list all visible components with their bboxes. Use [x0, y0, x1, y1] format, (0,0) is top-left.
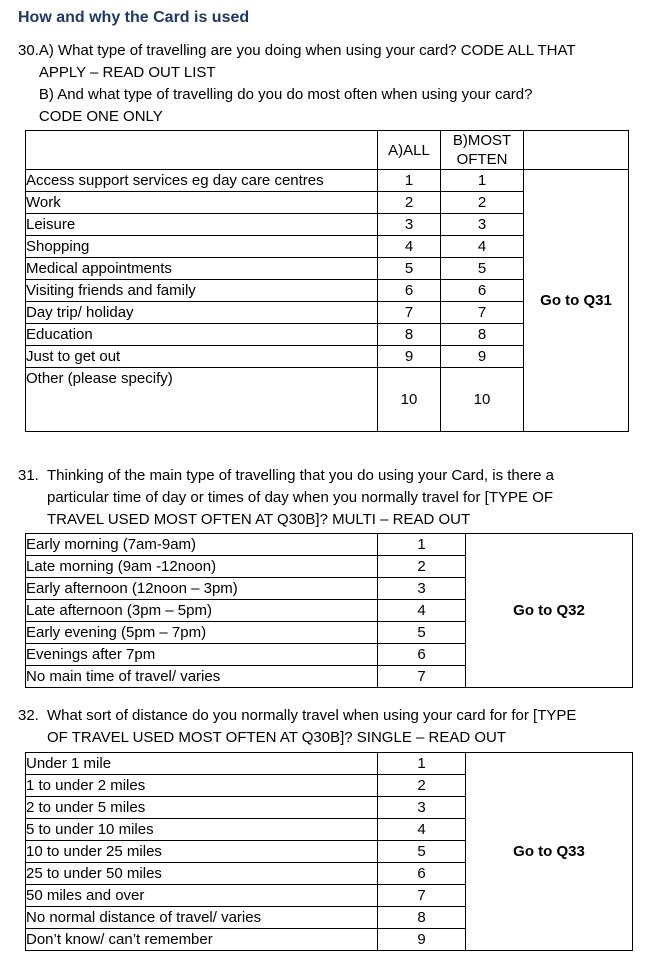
option-label: Day trip/ holiday: [26, 302, 378, 324]
code-most: 5: [441, 258, 524, 280]
goto-q33-cell: Go to Q33: [466, 753, 633, 951]
question-text-line: TRAVEL USED MOST OFTEN AT Q30B]? MULTI – READ OUT: [47, 511, 471, 528]
table-row: [26, 753, 633, 775]
option-label: 50 miles and over: [26, 885, 378, 907]
option-label: Just to get out: [26, 346, 378, 368]
option-label: 25 to under 50 miles: [26, 863, 378, 885]
code-all: 2: [378, 192, 441, 214]
question-text-line: B) And what type of travelling do you do most often when using your card?: [38, 86, 533, 103]
question-32-text: [47, 705, 637, 749]
code-cell: 4: [378, 819, 466, 841]
question-32: [18, 705, 637, 749]
question-31-text: [47, 465, 637, 531]
option-label: Evenings after 7pm: [26, 644, 378, 666]
question-31: [18, 465, 637, 531]
code-cell: 2: [378, 556, 466, 578]
option-label: 2 to under 5 miles: [26, 797, 378, 819]
option-label: Early evening (5pm – 7pm): [26, 622, 378, 644]
code-cell: 4: [378, 600, 466, 622]
option-label: Shopping: [26, 236, 378, 258]
question-text-line: What sort of distance do you normally travel when using your card for for [TYPE: [47, 707, 577, 724]
column-header-all: A)ALL: [378, 131, 441, 170]
code-all: 1: [378, 170, 441, 192]
empty-header-cell: [524, 131, 629, 170]
option-label: Visiting friends and family: [26, 280, 378, 302]
option-label: Leisure: [26, 214, 378, 236]
code-cell: 1: [378, 753, 466, 775]
code-cell: 9: [378, 929, 466, 951]
option-label: Work: [26, 192, 378, 214]
column-header-most-often: B)MOST OFTEN: [441, 131, 524, 170]
question-text-line: particular time of day or times of day when you normally travel for [TYPE OF: [47, 489, 554, 506]
code-all: 4: [378, 236, 441, 258]
code-most: 10: [441, 368, 524, 432]
code-most: 1: [441, 170, 524, 192]
question-text-line: A) What type of travelling are you doing when using your card? CODE ALL THAT: [38, 42, 576, 59]
code-all: 8: [378, 324, 441, 346]
question-31-number: 31.: [18, 467, 39, 484]
code-most: 4: [441, 236, 524, 258]
table-row: [26, 534, 633, 556]
code-all: 5: [378, 258, 441, 280]
question-30: [18, 40, 637, 128]
code-cell: 6: [378, 863, 466, 885]
code-most: 2: [441, 192, 524, 214]
code-all: 7: [378, 302, 441, 324]
code-cell: 5: [378, 622, 466, 644]
option-label: Access support services eg day care centres: [26, 170, 378, 192]
code-cell: 1: [378, 534, 466, 556]
code-most: 3: [441, 214, 524, 236]
table-header-row: [26, 131, 629, 170]
code-most: 8: [441, 324, 524, 346]
code-all: 9: [378, 346, 441, 368]
code-cell: 7: [378, 885, 466, 907]
table-row: [26, 170, 629, 192]
empty-header-cell: [26, 131, 378, 170]
section-heading: How and why the Card is used: [18, 9, 250, 26]
question-30-text: [39, 40, 637, 128]
code-cell: 7: [378, 666, 466, 688]
option-label: Under 1 mile: [26, 753, 378, 775]
option-label: Medical appointments: [26, 258, 378, 280]
option-label: Don’t know/ can’t remember: [26, 929, 378, 951]
code-cell: 5: [378, 841, 466, 863]
option-label: Early morning (7am-9am): [26, 534, 378, 556]
question-text-line: CODE ONE ONLY: [38, 108, 163, 125]
code-most: 7: [441, 302, 524, 324]
option-label: Early afternoon (12noon – 3pm): [26, 578, 378, 600]
option-label: Education: [26, 324, 378, 346]
code-all: 10: [378, 368, 441, 432]
option-label: Late afternoon (3pm – 5pm): [26, 600, 378, 622]
question-text-line: Thinking of the main type of travelling that you do using your Card, is there a: [47, 467, 554, 484]
option-label: 1 to under 2 miles: [26, 775, 378, 797]
q30-options-table: [25, 130, 629, 432]
option-label: No main time of travel/ varies: [26, 666, 378, 688]
code-most: 9: [441, 346, 524, 368]
code-cell: 8: [378, 907, 466, 929]
option-label: 10 to under 25 miles: [26, 841, 378, 863]
option-label: No normal distance of travel/ varies: [26, 907, 378, 929]
code-most: 6: [441, 280, 524, 302]
goto-q32-cell: Go to Q32: [466, 534, 633, 688]
code-cell: 3: [378, 578, 466, 600]
q32-options-table: [25, 752, 633, 951]
q31-options-table: [25, 533, 633, 688]
question-text-line: OF TRAVEL USED MOST OFTEN AT Q30B]? SINGLE – READ OUT: [47, 729, 507, 746]
code-all: 6: [378, 280, 441, 302]
option-label: Late morning (9am -12noon): [26, 556, 378, 578]
code-cell: 6: [378, 644, 466, 666]
option-label: 5 to under 10 miles: [26, 819, 378, 841]
question-text-line: APPLY – READ OUT LIST: [38, 64, 216, 81]
option-label: Other (please specify): [26, 368, 378, 432]
goto-q31-cell: Go to Q31: [524, 170, 629, 432]
code-all: 3: [378, 214, 441, 236]
question-32-number: 32.: [18, 707, 39, 724]
code-cell: 2: [378, 775, 466, 797]
code-cell: 3: [378, 797, 466, 819]
question-30-number: 30.: [18, 42, 39, 59]
